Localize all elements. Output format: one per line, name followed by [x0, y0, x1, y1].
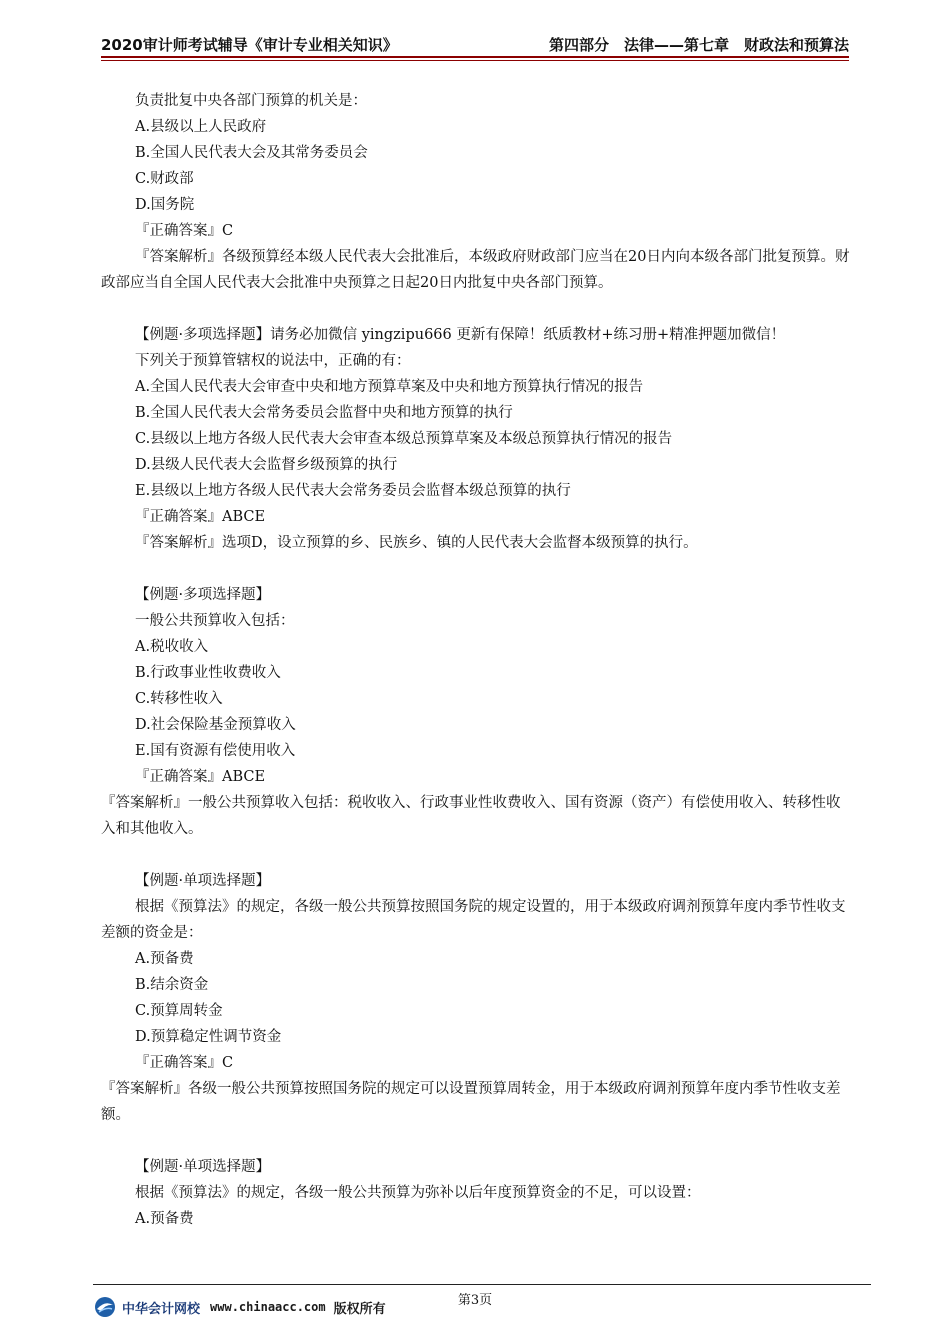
footer-rule [93, 1284, 871, 1285]
question-block [101, 322, 851, 556]
option: D.县级人民代表大会监督乡级预算的执行 [135, 457, 398, 473]
question-text: 负责批复中央各部门预算的机关是： [135, 93, 367, 109]
correct-answer: 『正确答案』C [135, 223, 234, 239]
footer-brand: 中华会计网校 [122, 1301, 201, 1317]
option: A.全国人民代表大会审查中央和地方预算草案及中央和地方预算执行情况的报告 [135, 379, 644, 395]
option: D.预算稳定性调节资金 [135, 1029, 282, 1045]
option: C.县级以上地方各级人民代表大会审查本级总预算草案及本级总预算执行情况的报告 [135, 431, 673, 447]
chinaacc-logo-icon [94, 1296, 116, 1318]
option: C.转移性收入 [135, 691, 223, 707]
answer-analysis: 『答案解析』一般公共预算收入包括：税收收入、行政事业性收费收入、国有资源（资产）有偿使用收入、转移性收入和其他收入。 [101, 795, 841, 837]
page-header [101, 30, 849, 56]
option: B.全国人民代表大会常务委员会监督中央和地方预算的执行 [135, 405, 513, 421]
question-tag: 【例题·多项选择题】 [135, 587, 271, 603]
question-tag: 【例题·多项选择题】请务必加微信 yingzipu666 更新有保障！纸质教材+练习册+精准押题加微信！ [135, 327, 786, 343]
question-text: 根据《预算法》的规定，各级一般公共预算为弥补以后年度预算资金的不足，可以设置： [135, 1185, 701, 1201]
footer-url[interactable]: www.chinaacc.com [210, 1300, 326, 1314]
option: A.税收收入 [135, 639, 209, 655]
header-rule-thin [101, 60, 849, 61]
page-number: 第3页 [457, 1293, 493, 1308]
document-body [101, 88, 851, 1232]
option: E.国有资源有偿使用收入 [135, 743, 296, 759]
option: B.行政事业性收费收入 [135, 665, 281, 681]
page-footer [94, 1295, 386, 1319]
correct-answer: 『正确答案』ABCE [135, 509, 266, 525]
question-tag: 【例题·单项选择题】 [135, 1159, 271, 1175]
footer-rights: 版权所有 [333, 1301, 386, 1317]
option: A.预备费 [135, 1211, 194, 1227]
option: B.全国人民代表大会及其常务委员会 [135, 145, 368, 161]
question-text: 根据《预算法》的规定，各级一般公共预算按照国务院的规定设置的，用于本级政府调剂预算年度内季节性收支差额的资金是： [101, 899, 846, 941]
header-chapter: 第四部分 法律——第七章 财政法和预算法 [548, 36, 849, 54]
question-tag: 【例题·单项选择题】 [135, 873, 271, 889]
answer-analysis: 『答案解析』选项D，设立预算的乡、民族乡、镇的人民代表大会监督本级预算的执行。 [135, 535, 698, 551]
correct-answer: 『正确答案』ABCE [135, 769, 266, 785]
question-block [101, 88, 851, 296]
answer-analysis: 『答案解析』各级一般公共预算按照国务院的规定可以设置预算周转金，用于本级政府调剂预算年度内季节性收支差额。 [101, 1081, 841, 1123]
option: E.县级以上地方各级人民代表大会常务委员会监督本级总预算的执行 [135, 483, 571, 499]
option: D.社会保险基金预算收入 [135, 717, 296, 733]
question-text: 下列关于预算管辖权的说法中，正确的有： [135, 353, 411, 369]
option: B.结余资金 [135, 977, 209, 993]
header-title: 2020审计师考试辅导《审计专业相关知识》 [101, 36, 398, 54]
option: A.县级以上人民政府 [135, 119, 267, 135]
option: D.国务院 [135, 197, 195, 213]
question-block [101, 582, 851, 842]
correct-answer: 『正确答案』C [135, 1055, 234, 1071]
answer-analysis: 『答案解析』各级预算经本级人民代表大会批准后，本级政府财政部门应当在20日内向本级各部门批复预算。财政部应当自全国人民代表大会批准中央预算之日起20日内批复中央各部门预算。 [101, 249, 850, 291]
option: C.预算周转金 [135, 1003, 223, 1019]
question-text: 一般公共预算收入包括： [135, 613, 295, 629]
header-rule [101, 56, 849, 58]
question-block [101, 1154, 851, 1232]
option: C.财政部 [135, 171, 194, 187]
option: A.预备费 [135, 951, 194, 967]
question-block [101, 868, 851, 1128]
